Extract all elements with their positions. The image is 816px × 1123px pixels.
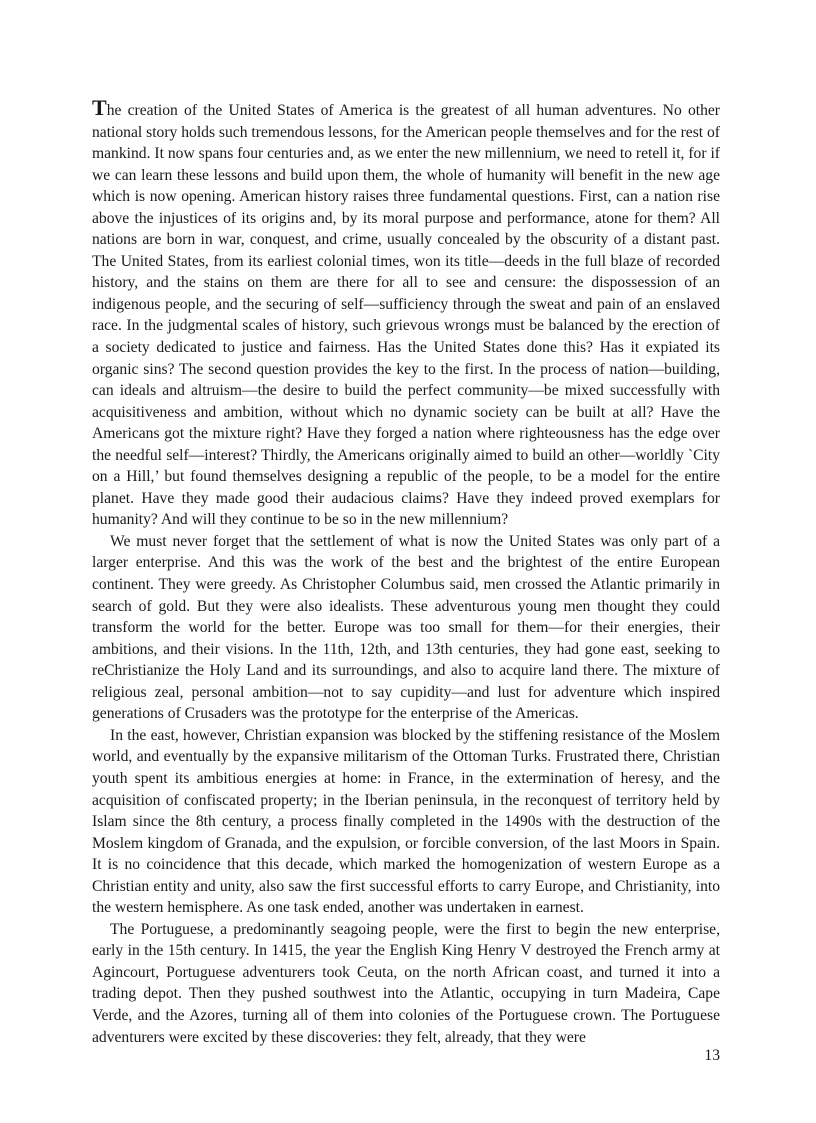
document-body [92, 95, 720, 1048]
paragraph-2: We must never forget that the settlement of what is now the United States was only part of a larger enterprise. And this was the work of the best and the brightest of the entire European continent. They were greedy. As Christopher Columbus said, men crossed the Atlantic primarily in search of gold. But they were also idealists. These adventurous young men thought they could transform the world for the better. Europe was too small for them—for their energies, their ambitions, and their visions. In the 11th, 12th, and 13th centuries, they had gone east, seeking to reChristianize the Holy Land and its surroundings, and also to acquire land there. The mixture of religious zeal, personal ambition—not to say cupidity—and lust for adventure which inspired generations of Crusaders was the prototype for the enterprise of the Americas. [92, 532, 720, 723]
page-number: 13 [704, 1047, 720, 1064]
paragraph-1-text: he creation of the United States of America is the greatest of all human adventures. No other national story holds such tremendous lessons, for the American people themselves and for the rest of mankind. It now spans four centuries and, as we enter the new millennium, we need to retell it, for if we can learn these lessons and build upon them, the whole of humanity will benefit in the new age which is now opening. American history raises three fundamental questions. First, can a nation rise above the injustices of its origins and, by its moral purpose and performance, atone for them? All nations are born in war, conquest, and crime, usually concealed by the obscurity of a distant past. The United States, from its earliest colonial times, won its title—deeds in the full blaze of recorded history, and the stains on them are there for all to see and censure: the dispossession of an indigenous people, and the securing of self—sufficiency through the sweat and pain of an enslaved race. In the judgmental scales of history, such grievous wrongs must be balanced by the erection of a society dedicated to justice and fairness. Has the United States done this? Has it expiated its organic sins? The second question provides the key to the first. In the process of nation—building, can ideals and altruism—the desire to build the perfect community—be mixed successfully with acquisitiveness and ambition, without which no dynamic society can be built at all? Have the Americans got the mixture right? Have they forged a nation where righteousness has the edge over the needful self—interest? Thirdly, the Americans originally aimed to build an other—worldly `City on a Hill,’ but found themselves designing a republic of the people, to be a model for the entire planet. Have they made good their audacious claims? Have they indeed proved exemplars for humanity? And will they continue to be so in the new millennium? [92, 102, 720, 529]
paragraph-1 [92, 95, 720, 531]
initial-letter: T [92, 95, 107, 120]
paragraph-3: In the east, however, Christian expansion was blocked by the stiffening resistance of the Moslem world, and eventually by the expansive militarism of the Ottoman Turks. Frustrated there, Christian youth spent its ambitious energies at home: in France, in the extermination of heresy, and the acquisition of confiscated property; in the Iberian peninsula, in the reconquest of territory held by Islam since the 8th century, a process finally completed in the 1490s with the destruction of the Moslem kingdom of Granada, and the expulsion, or forcible conversion, of the last Moors in Spain. It is no coincidence that this decade, which marked the homogenization of western Europe as a Christian entity and unity, also saw the first successful efforts to carry Europe, and Christianity, into the western hemisphere. As one task ended, another was undertaken in earnest. [92, 726, 720, 917]
paragraph-4: The Portuguese, a predominantly seagoing people, were the first to begin the new enterprise, early in the 15th century. In 1415, the year the English King Henry V destroyed the French army at Agincourt, Portuguese adventurers took Ceuta, on the north African coast, and turned it into a trading depot. Then they pushed southwest into the Atlantic, occupying in turn Madeira, Cape Verde, and the Azores, turning all of them into colonies of the Portuguese crown. The Portuguese adventurers were excited by these discoveries: they felt, already, that they were [92, 920, 720, 1046]
